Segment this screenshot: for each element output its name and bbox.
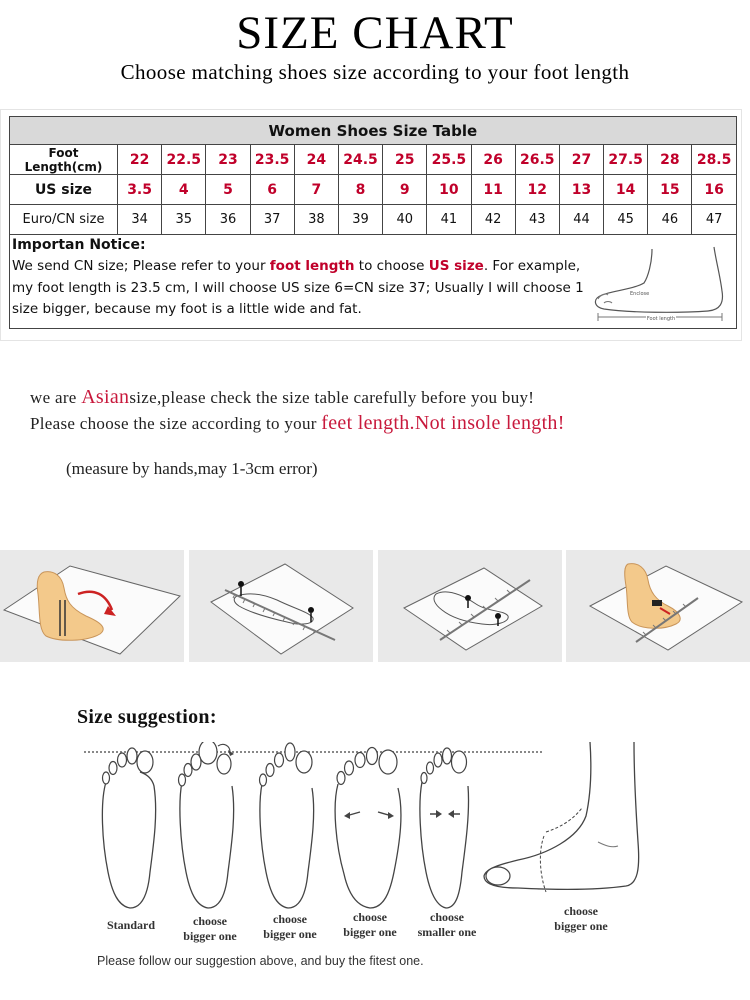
- foot-length-label: Foot Length(cm): [10, 145, 118, 175]
- notice-text: [12, 256, 590, 321]
- notice-text-part: . For example, my foot length is 23.5 cm, I will choose US size 6=CN size 37; Usually I will choose 1 size bigger, because my foot is a little wide and fat.: [12, 258, 584, 317]
- us-size-cell: 7: [294, 175, 338, 205]
- us-size-label: US size: [10, 175, 118, 205]
- foot-narrow-icon: [412, 742, 478, 912]
- size-table-caption: Women Shoes Size Table: [10, 117, 737, 145]
- notice-text-part: to choose: [354, 258, 429, 274]
- foot-length-cell: 26.5: [515, 145, 559, 175]
- foot-long-second-toe-icon: [254, 742, 322, 912]
- label-choose-smaller: choose smaller one: [417, 910, 477, 939]
- measure-step-4-image: [566, 550, 750, 662]
- foot-length-cell: 24.5: [338, 145, 382, 175]
- us-size-cell: 4: [162, 175, 206, 205]
- page-subtitle: Choose matching shoes size according to your foot length: [120, 60, 630, 84]
- size-suggestion-diagram: [86, 742, 746, 942]
- euro-size-cell: 44: [559, 205, 603, 235]
- us-size-cell: 13: [559, 175, 603, 205]
- us-size-cell: 11: [471, 175, 515, 205]
- euro-size-cell: 35: [162, 205, 206, 235]
- foot-length-cell: 22: [118, 145, 162, 175]
- size-table: [9, 116, 737, 329]
- foot-length-cell: 23.5: [250, 145, 294, 175]
- feet-length-highlight: feet length.Not insole length!: [321, 412, 565, 434]
- foot-standard-icon: [96, 742, 162, 912]
- euro-size-label: Euro/CN size: [10, 205, 118, 235]
- label-choose-bigger: choose bigger one: [183, 914, 237, 943]
- measure-note: (measure by hands,may 1-3cm error): [66, 459, 318, 478]
- measure-step-2-image: [189, 550, 373, 662]
- us-size-cell: 14: [604, 175, 648, 205]
- notice-highlight-foot-length: foot length: [269, 258, 355, 274]
- us-size-cell: 15: [648, 175, 692, 205]
- size-suggestion-title: Size suggestion:: [77, 706, 217, 728]
- foot-length-row: [10, 145, 737, 175]
- enclose-caption: Enclose: [629, 291, 649, 297]
- foot-length-cell: 26: [471, 145, 515, 175]
- us-size-cell: 9: [383, 175, 427, 205]
- euro-size-row: [10, 205, 737, 235]
- info-text: size,please check the size table carefully before you buy!: [129, 388, 535, 407]
- foot-length-caption: Foot length: [646, 316, 675, 322]
- foot-length-cell: 27: [559, 145, 603, 175]
- us-size-cell: 5: [206, 175, 250, 205]
- feet-length-note: [30, 412, 565, 435]
- foot-length-cell: 27.5: [604, 145, 648, 175]
- euro-size-cell: 37: [250, 205, 294, 235]
- us-size-cell: 8: [338, 175, 382, 205]
- euro-size-cell: 34: [118, 205, 162, 235]
- foot-length-cell: 28: [648, 145, 692, 175]
- foot-long-toe-icon: [174, 742, 242, 912]
- us-size-cell: 10: [427, 175, 471, 205]
- notice-highlight-us-size: US size: [428, 258, 484, 274]
- foot-measure-diagram-icon: [590, 243, 730, 323]
- euro-size-cell: 36: [206, 205, 250, 235]
- info-text: Please choose the size according to your: [30, 414, 322, 433]
- euro-size-cell: 38: [294, 205, 338, 235]
- foot-length-cell: 28.5: [692, 145, 736, 175]
- euro-size-cell: 47: [692, 205, 736, 235]
- foot-length-cell: 24: [294, 145, 338, 175]
- label-choose-bigger: choose bigger one: [343, 910, 397, 939]
- euro-size-cell: 40: [383, 205, 427, 235]
- us-size-cell: 12: [515, 175, 559, 205]
- us-size-cell: 16: [692, 175, 736, 205]
- us-size-cell: 3.5: [118, 175, 162, 205]
- label-choose-bigger: choose bigger one: [554, 904, 608, 933]
- info-text: we are: [30, 388, 82, 407]
- euro-size-cell: 43: [515, 205, 559, 235]
- foot-length-cell: 25.5: [427, 145, 471, 175]
- euro-size-cell: 41: [427, 205, 471, 235]
- notice-box: [10, 235, 737, 329]
- us-size-cell: 6: [250, 175, 294, 205]
- foot-length-cell: 23: [206, 145, 250, 175]
- asian-size-note: [30, 386, 534, 409]
- measure-step-3-image: [378, 550, 562, 662]
- size-table-frame: [0, 109, 742, 341]
- euro-size-cell: 45: [604, 205, 648, 235]
- euro-size-cell: 46: [648, 205, 692, 235]
- euro-size-cell: 42: [471, 205, 515, 235]
- foot-wide-icon: [332, 742, 406, 912]
- notice-text-part: We send CN size; Please refer to your: [12, 258, 270, 274]
- label-standard: Standard: [106, 918, 156, 932]
- measure-step-1-image: [0, 550, 184, 662]
- foot-length-cell: 22.5: [162, 145, 206, 175]
- euro-size-cell: 39: [338, 205, 382, 235]
- footer-note: Please follow our suggestion above, and buy the fitest one.: [97, 954, 424, 968]
- asian-highlight: Asian: [81, 386, 130, 408]
- notice-title: Importan Notice:: [12, 237, 146, 253]
- foot-length-cell: 25: [383, 145, 427, 175]
- foot-high-instep-icon: [478, 742, 648, 902]
- label-choose-bigger: choose bigger one: [263, 912, 317, 941]
- page-title: SIZE CHART: [236, 7, 514, 59]
- us-size-row: [10, 175, 737, 205]
